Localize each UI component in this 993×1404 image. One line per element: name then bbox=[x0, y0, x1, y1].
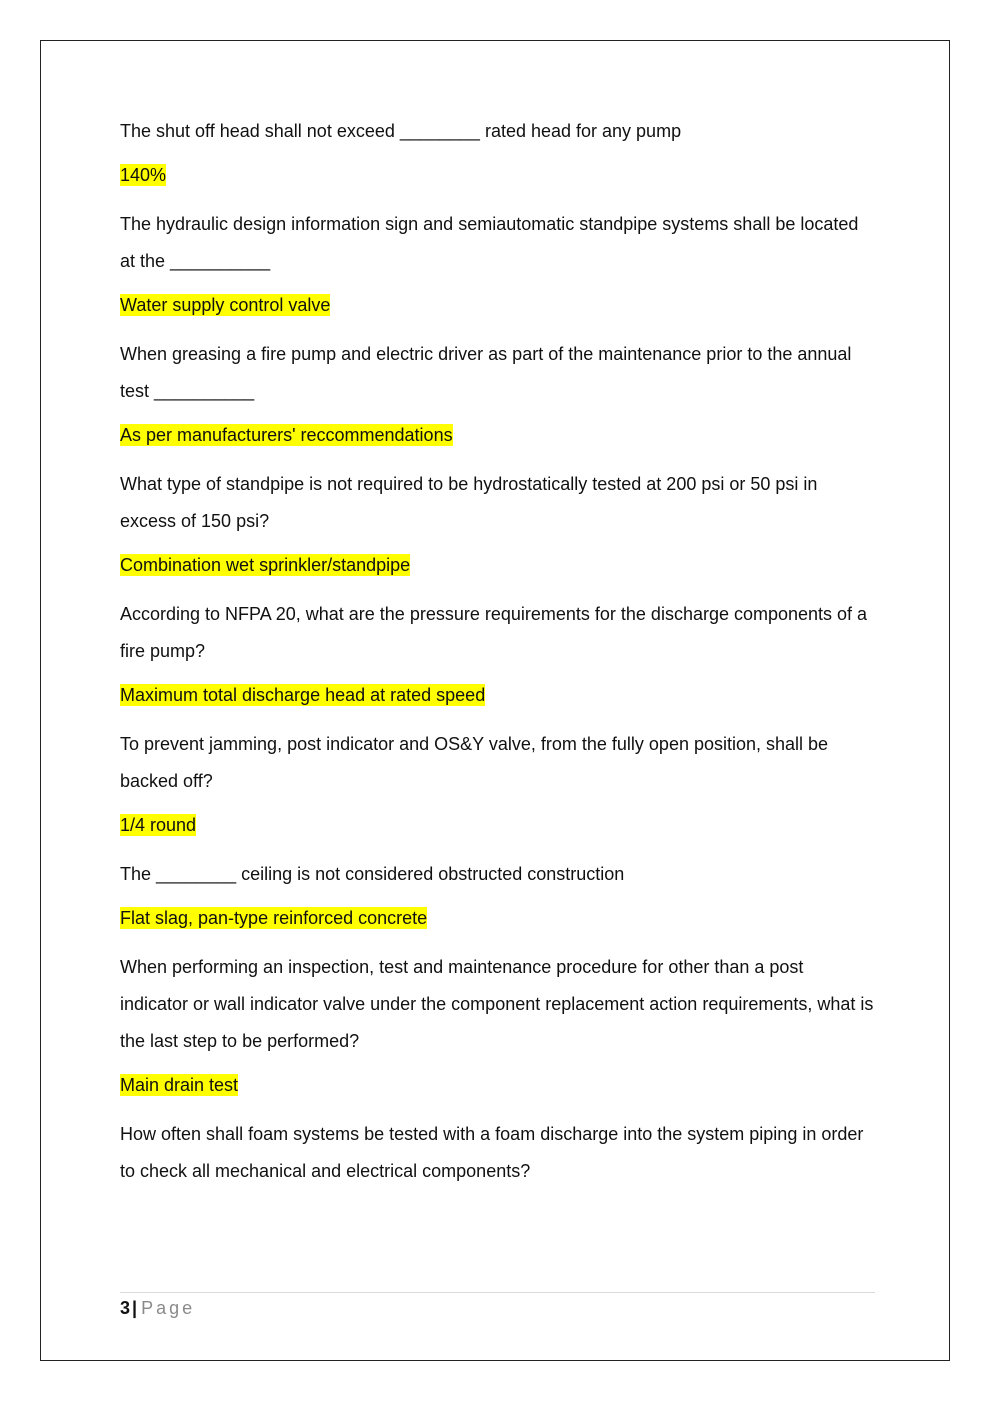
footer-separator: | bbox=[132, 1298, 138, 1318]
question-5: According to NFPA 20, what are the pressure requirements for the discharge components of a fire pump? bbox=[120, 604, 868, 661]
answer-4: Combination wet sprinkler/standpipe bbox=[120, 555, 411, 575]
answer-7: Flat slag, pan-type reinforced concrete bbox=[120, 908, 428, 928]
answer-6: 1/4 round bbox=[120, 815, 197, 835]
answer-2: Water supply control valve bbox=[120, 295, 331, 315]
question-3: When greasing a fire pump and electric driver as part of the maintenance prior to the annual test __________ bbox=[120, 344, 852, 401]
question-8: When performing an inspection, test and maintenance procedure for other than a post indicator or wall indicator valve under the component replacement action requirements, what is the last step to be performed? bbox=[120, 957, 874, 1051]
page-number: 3 bbox=[120, 1298, 131, 1318]
page-footer bbox=[120, 1296, 195, 1320]
question-1: The shut off head shall not exceed ________ rated head for any pump bbox=[120, 121, 682, 141]
question-4: What type of standpipe is not required to be hydrostatically tested at 200 psi or 50 psi in excess of 150 psi? bbox=[120, 474, 818, 531]
question-7: The ________ ceiling is not considered obstructed construction bbox=[120, 864, 625, 884]
answer-5: Maximum total discharge head at rated speed bbox=[120, 685, 486, 705]
answer-3: As per manufacturers' reccommendations bbox=[120, 425, 453, 445]
answer-1: 140% bbox=[120, 165, 167, 185]
footer-divider bbox=[120, 1292, 875, 1293]
question-2: The hydraulic design information sign and semiautomatic standpipe systems shall be located at the __________ bbox=[120, 214, 859, 271]
question-6: To prevent jamming, post indicator and OS&Y valve, from the fully open position, shall be backed off? bbox=[120, 734, 829, 791]
page-label: Page bbox=[141, 1298, 196, 1318]
question-9: How often shall foam systems be tested with a foam discharge into the system piping in order to check all mechanical and electrical components? bbox=[120, 1124, 864, 1181]
answer-8: Main drain test bbox=[120, 1075, 239, 1095]
document-body bbox=[120, 113, 875, 1202]
